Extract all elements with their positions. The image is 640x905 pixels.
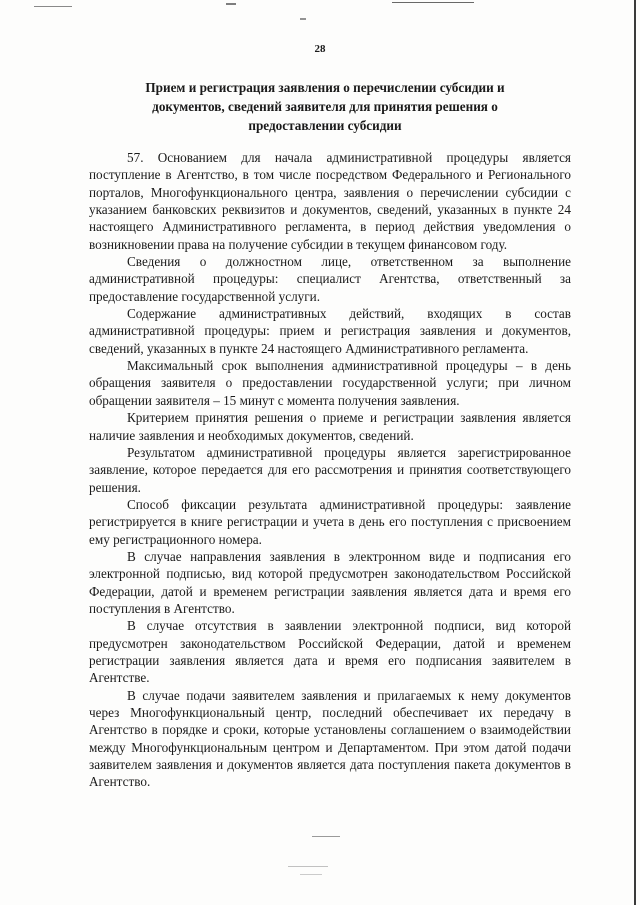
paragraph: 57. Основанием для начала административной процедуры является поступление в Агентство, в том числе посредством Федерального и Регионального порталов, Многофункционального центра, заявления о перечислении субсидии с указанием банковских реквизитов и документов, сведений, указанных в пункте 24 настоящего Административного регламента, в период действия уведомления о возникновении права на получение субсидии в текущем финансовом году.: [89, 150, 571, 252]
paragraph: В случае подачи заявителем заявления и прилагаемых к нему документов через Многофункциональный центр, последний обеспечивает их передачу в Агентство в порядке и сроки, которые установлены соглашением о взаимодействии между Многофункциональным центром и Департаментом. При этом датой подачи заявителем заявления и документов является дата поступления пакета документов в Агентство.: [89, 687, 571, 790]
scan-edge: [634, 0, 636, 905]
scan-artifact: [312, 836, 340, 837]
scan-artifact: [392, 2, 474, 3]
paragraph: Результатом административной процедуры является зарегистрированное заявление, которое передается для его рассмотрения и принятия соответствующего решения.: [89, 444, 571, 495]
section-heading: Прием и регистрация заявления о перечислении субсидии и документов, сведений заявителя для принятия решения о предоставлении субсидии: [145, 80, 505, 133]
paragraph: Сведения о должностном лице, ответственном за выполнение административной процедуры: специалист Агентства, ответственный за предоставление государственной услуги.: [89, 254, 571, 304]
paragraph: В случае отсутствия в заявлении электронной подписи, вид которой предусмотрен законодательством Российской Федерации, датой и временем регистрации заявления является дата и время его подписания заявителем в Агентстве.: [89, 618, 571, 686]
scan-artifact: [300, 874, 322, 875]
paragraph: Максимальный срок выполнения административной процедуры – в день обращения заявителя о предоставлении государственной услуги; при личном обращении заявителя – 15 минут с момента получения заявления.: [89, 358, 571, 408]
paragraph: Содержание административных действий, входящих в состав административной процедуры: прием и регистрация заявления и документов, сведений, указанных в пункте 24 настоящего Административного регламента.: [89, 306, 571, 356]
scan-artifact: [34, 6, 72, 7]
page-number: 28: [314, 43, 326, 55]
paragraph: Критерием принятия решения о приеме и регистрации заявления является наличие заявления и необходимых документов, сведений.: [89, 410, 571, 443]
scan-artifact: [288, 866, 328, 867]
paragraph: В случае направления заявления в электронном виде и подписания его электронной подписью, вид которой предусмотрен законодательством Российской Федерации, датой и временем регистрации заявления является дата и время его поступления в Агентство.: [89, 548, 571, 616]
document-body: [89, 149, 571, 791]
paragraph: Способ фиксации результата административной процедуры: заявление регистрируется в книге регистрации и учета в день его поступления с присвоением ему регистрационного номера.: [89, 496, 571, 547]
scan-artifact: [226, 3, 236, 5]
scan-artifact: [300, 18, 306, 20]
